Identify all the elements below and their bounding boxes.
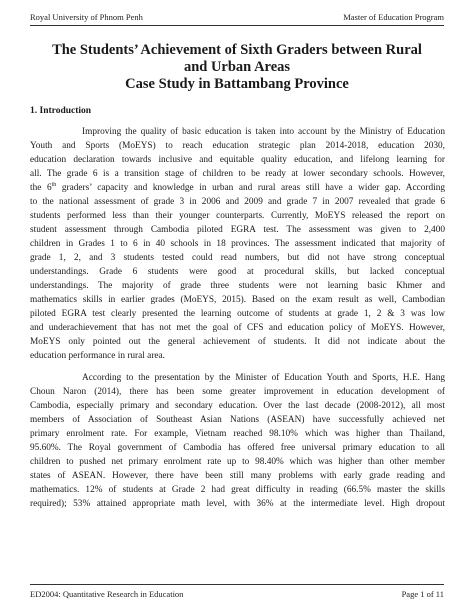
text-line: MoEYS only pointed out the general achievement of students. It did not indicate about the — [30, 337, 445, 347]
text-line: children in Grades 1 to 6 in 40 schools in 18 provinces. The assessment indicated that majority of — [30, 239, 445, 249]
section-heading: 1. Introduction — [30, 106, 92, 116]
text-line: to the national assessment of grade 3 in 2006 and 2009 and grade 7 in 2007 revealed that grade 6 — [30, 197, 445, 207]
text-line: states of ASEAN. However, there have been still many problems with early grade reading and — [30, 471, 445, 481]
text-line: all. The grade 6 is a transition stage of children to be ready at lower secondary schools. However, — [30, 169, 445, 179]
text-line: and underachievement that has not met the goal of CFS and education policy of MoEYS. However, — [30, 323, 445, 333]
header-institution: Royal University of Phnom Penh — [30, 12, 143, 22]
title-line-1: The Students’ Achievement of Sixth Graders between Rural — [52, 42, 422, 58]
text-line: Cambodia, especially primary and secondary education. Over the last decade (2008-2012), all most — [30, 401, 445, 411]
text-line — [30, 182, 445, 194]
text-line: piloted EGRA test clearly presented the learning outcome of students at grade 1, 2 & 3 was low — [30, 309, 445, 319]
text-line: education performance in rural area. — [30, 351, 165, 361]
header-program: Master of Education Program — [343, 12, 444, 22]
text-line: mathematics skills in earlier grades (MoEYS, 2015). Based on the exam result as well, Cambodian — [30, 295, 445, 305]
footer-course: ED2004: Quantitative Research in Education — [30, 589, 184, 599]
text-fragment: the 6 — [30, 183, 52, 193]
paper-title — [40, 42, 434, 93]
text-line: members of Association of Southeast Asian Nations (ASEAN) have successfully achieved net — [30, 415, 445, 425]
text-fragment: graders’ capacity and knowledge in urban and rural areas still have a wider gap. According — [56, 183, 445, 193]
page-number: Page 1 of 11 — [401, 589, 444, 599]
text-line: required); 53% attained appropriate math level, with 36% at the intermediate level. High dropout — [30, 499, 445, 509]
text-line: Improving the quality of basic education is taken into account by the Ministry of Education — [82, 127, 445, 137]
text-line: understandings. Grade 6 students were good at procedural skills, but lacked conceptual — [30, 267, 445, 277]
running-header — [30, 12, 444, 22]
text-line: primary enrolment rate. For example, Vietnam reached 98.10% which was higher than Thailand, — [30, 429, 445, 439]
text-line: 95.60%. The Royal government of Cambodia has offered free universal primary education to all — [30, 443, 445, 453]
text-line: Youth and Sports (MoEYS) to reach education strategic plan 2014-2018, education 2030, — [30, 141, 445, 151]
footer-rule — [30, 584, 444, 585]
text-line: student assessment through Cambodia piloted EGRA test. The assessment was given to 2,400 — [30, 225, 445, 235]
text-line: students performed less than their younger counterparts. Currently, MoEYS released the report on — [30, 211, 445, 221]
superscript: th — [51, 182, 57, 188]
running-footer — [30, 589, 444, 599]
text-line: children to pushed net primary enrolment rate up to 98.40% which was higher than other member — [30, 457, 445, 467]
text-line: mathematics. 12% of students at Grade 2 had great difficulty in reading (66.5% master the skills — [30, 485, 445, 495]
title-line-2: and Urban Areas — [183, 59, 291, 75]
text-line: grade 1, 2, and 3 students tested could read numbers, but did not have strong conceptual — [30, 253, 445, 263]
title-line-3: Case Study in Battambang Province — [125, 76, 349, 92]
text-line: education declaration towards inclusive and equitable quality education, and lifelong learning for — [30, 155, 445, 165]
header-rule — [30, 25, 444, 26]
text-line: According to the presentation by the Minister of Education Youth and Sports, H.E. Hang — [82, 373, 445, 383]
text-line: understandings. The majority of grade three students were not learning basic Khmer and — [30, 281, 445, 291]
text-line: Choun Naron (2014), there has been some greater improvement in education development of — [30, 387, 445, 397]
